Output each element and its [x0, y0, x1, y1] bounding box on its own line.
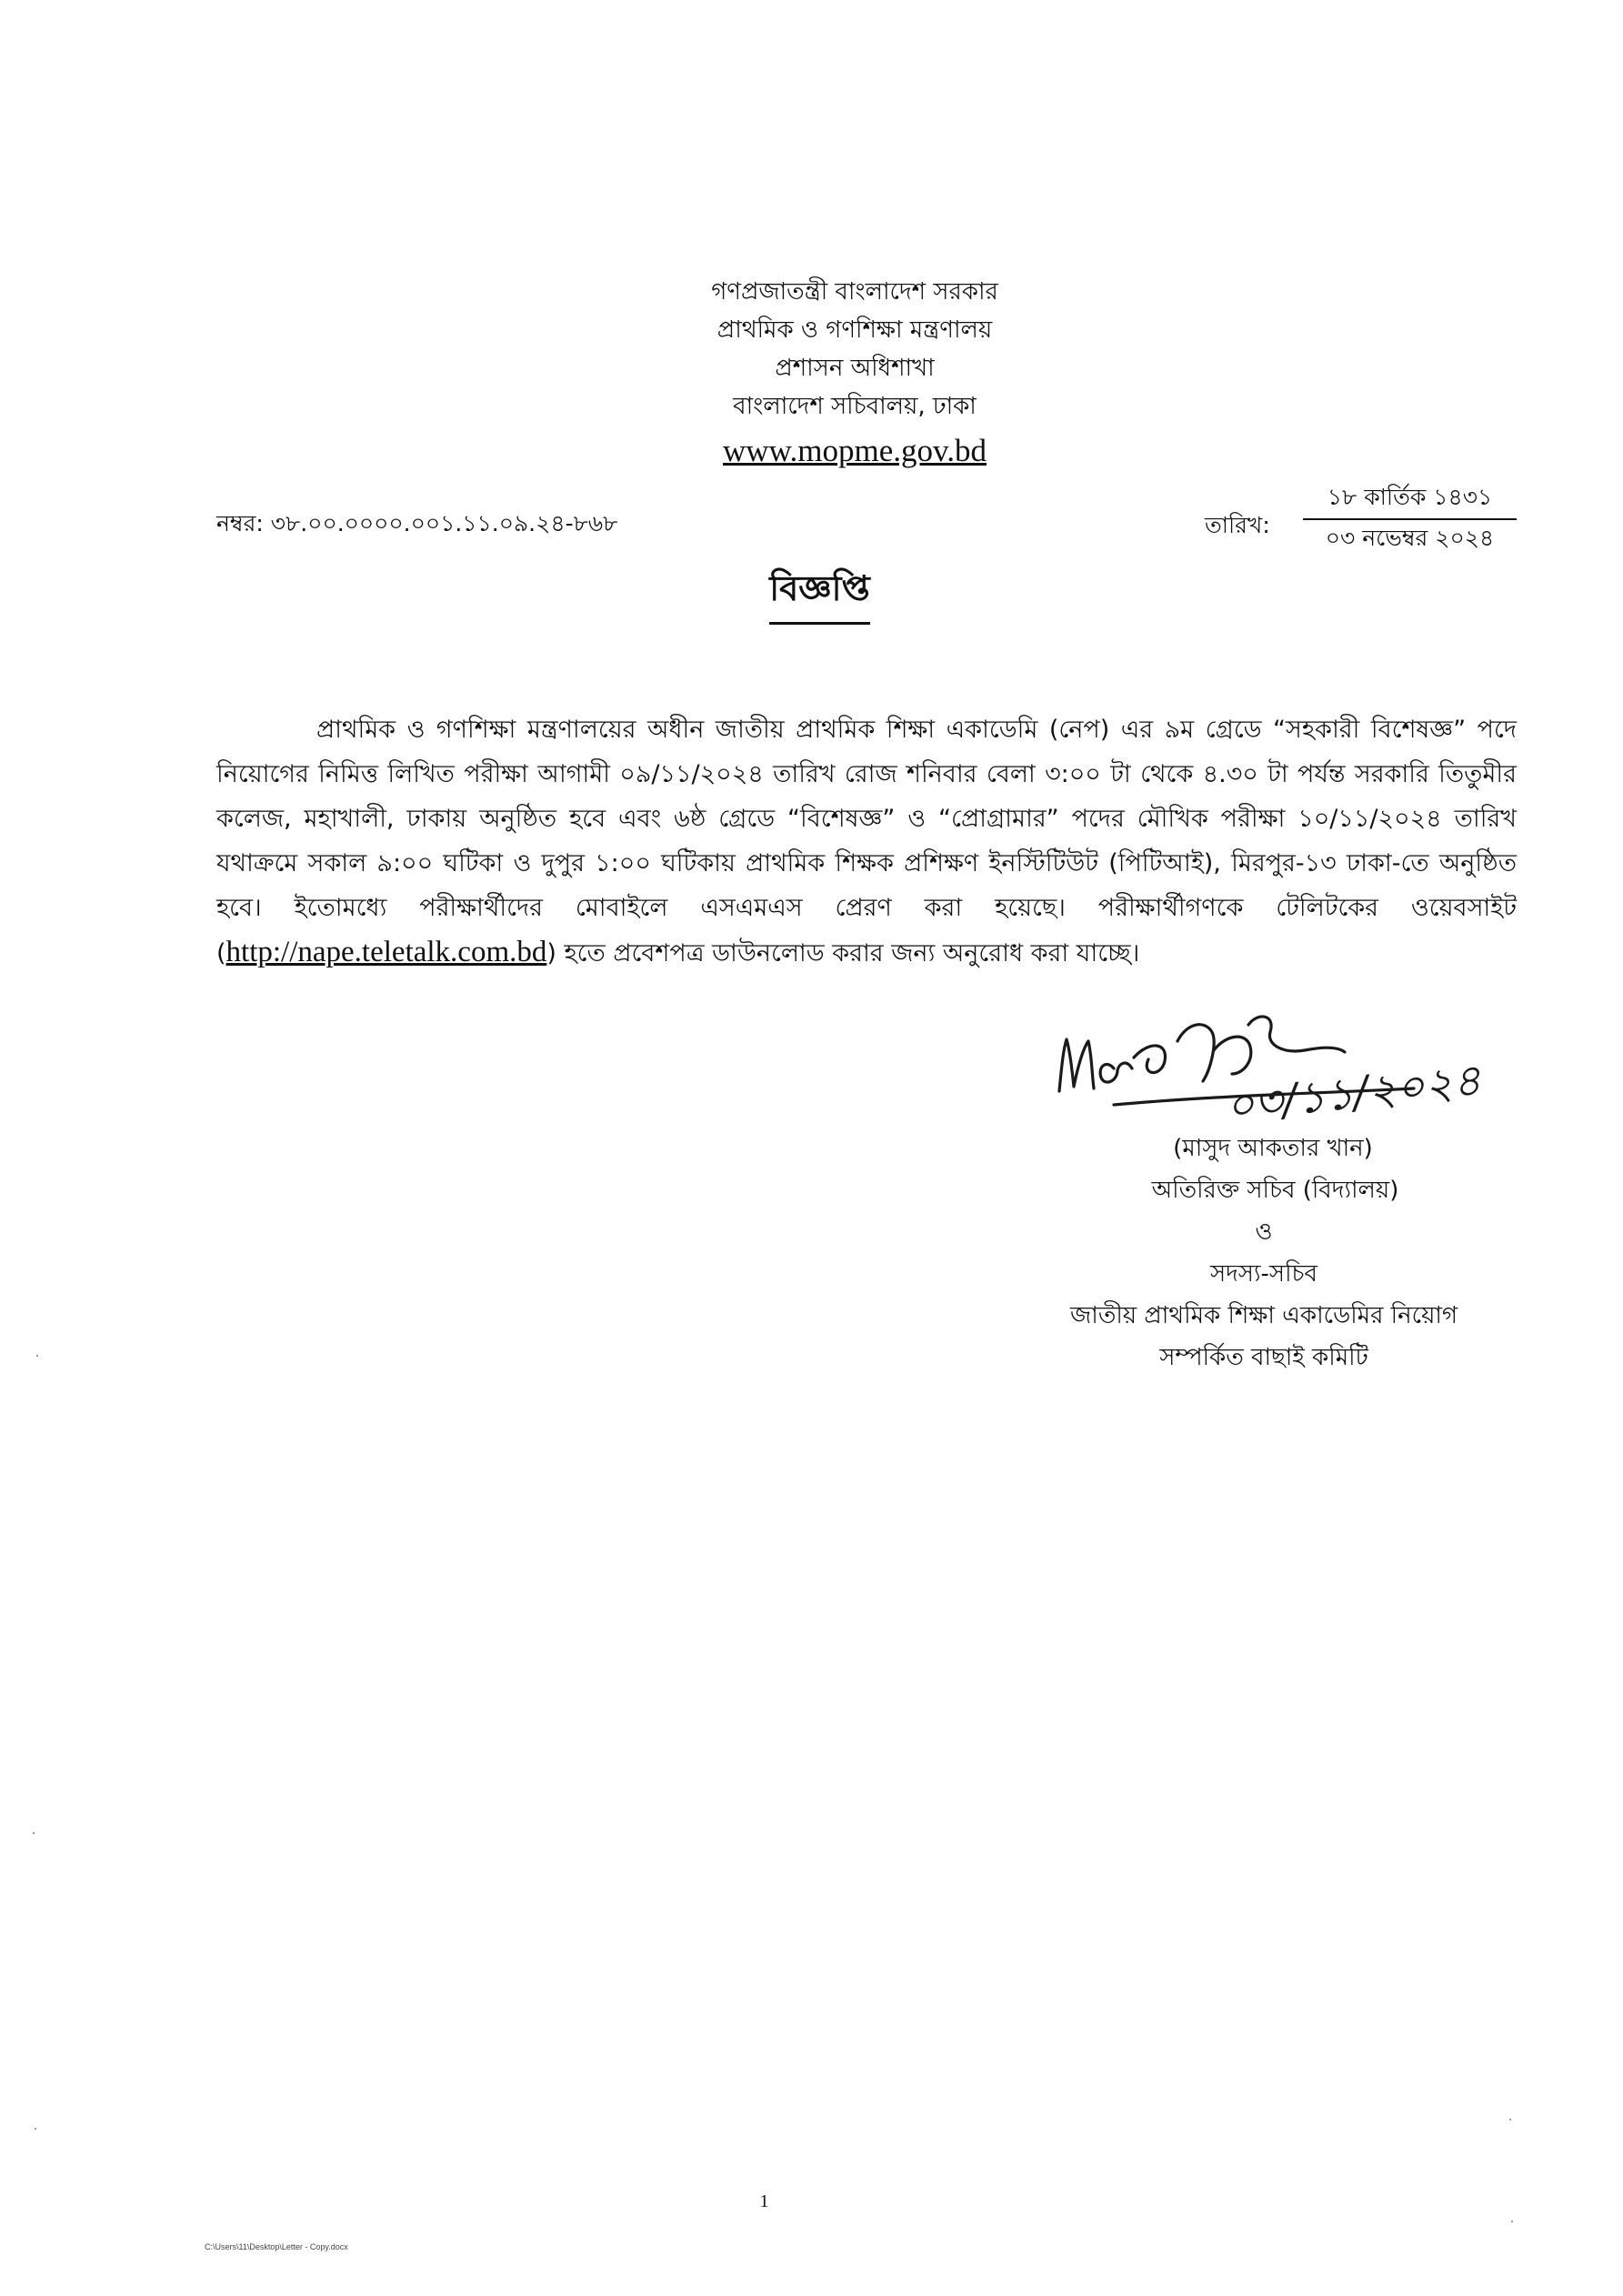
- date-block: [1205, 480, 1514, 562]
- scan-speck: [33, 1832, 35, 1834]
- scan-speck: [1511, 2221, 1513, 2222]
- date-gregorian: ০৩ নভেম্বর ২০২৪: [1325, 525, 1495, 551]
- office-address: বাংলাদেশ সচিবালয়, ঢাকা: [733, 393, 977, 420]
- committee-line-1: জাতীয় প্রাথমিক শিক্ষা একাডেমির নিয়োগ: [1070, 1302, 1458, 1329]
- signatory-role: সদস্য-সচিব: [1209, 1260, 1318, 1288]
- notice-title: বিজ্ঞপ্তি: [769, 562, 870, 625]
- scan-speck: [35, 2128, 36, 2130]
- signatory-designation: অতিরিক্ত সচিব (বিদ্যালয়): [1151, 1177, 1399, 1204]
- govt-name: গণপ্রজাতন্ত্রী বাংলাদেশ সরকার: [711, 278, 998, 306]
- signatory-block: [991, 1128, 1537, 1379]
- notice-body-text: প্রাথমিক ও গণশিক্ষা মন্ত্রণালয়ের অধীন জাতীয় প্রাথমিক শিক্ষা একাডেমি (নেপ) এর ৯ম গ্রেডে “সহকারী বিশেষজ্ঞ” পদে নিয়োগের নিমিত্ত লিখিত পরীক্ষা আগামী ০৯/১১/২০২৪ তারিখ রোজ শনিবার বেলা ৩:০০ টা থেকে ৪.৩০ টা পর্যন্ত সরকারি তিতুমীর কলেজ, মহাখালী, ঢাকায় অনুষ্ঠিত হবে এবং ৬ষ্ঠ গ্রেডে “বিশেষজ্ঞ” ও “প্রোগ্রামার” পদের মৌখিক পরীক্ষা ১০/১১/২০২৪ তারিখ যথাক্রমে সকাল ৯:০০ ঘটিকা ও দুপুর ১:০০ ঘটিকায় প্রাথমিক শিক্ষক প্রশিক্ষণ ইনস্টিটিউট (পিটিআই), মিরপুর-১৩ ঢাকা-তে অনুষ্ঠিত হবে। ইতোমধ্যে পরীক্ষার্থীদের মোবাইলে এসএমএস প্রেরণ করা হয়েছে। পরীক্ষার্থীগণকে টেলিটকের ওয়েবসাইট (: [216, 716, 1518, 968]
- branch-name: প্রশাসন অধিশাখা: [775, 355, 935, 382]
- notice-title-wrap: [0, 562, 1623, 625]
- date-bangla: ১৮ কার্তিক ১৪৩১: [1303, 480, 1517, 520]
- memo-number: নম্বর: ৩৮.০০.০০০০.০০১.১১.০৯.২৪-৮৬৮: [216, 510, 618, 536]
- teletalk-link[interactable]: http://nape.teletalk.com.bd: [225, 936, 547, 968]
- signature-date: ০৩/১১/২০২৪: [1223, 1054, 1484, 1132]
- date-fraction: [1303, 480, 1517, 556]
- notice-body: [216, 707, 1517, 976]
- committee-line-2: সম্পর্কিত বাছাই কমিটি: [1159, 1344, 1368, 1371]
- scan-speck: [1509, 2119, 1511, 2121]
- website-link[interactable]: www.mopme.gov.bd: [722, 433, 987, 468]
- letterhead: [0, 273, 1623, 475]
- signatory-name: (মাসুদ আকতার খান): [1173, 1135, 1373, 1162]
- signature-image: [1032, 987, 1541, 1141]
- notice-body-text-end: ) হতে প্রবেশপত্র ডাউনলোড করার জন্য অনুরোধ করা যাচ্ছে।: [546, 939, 1140, 968]
- ministry-name: প্রাথমিক ও গণশিক্ষা মন্ত্রণালয়: [716, 316, 993, 344]
- signatory-conjunction: ও: [1255, 1218, 1273, 1246]
- scan-speck: [36, 1355, 38, 1357]
- file-path: C:\Users\11\Desktop\Letter - Copy.docx: [205, 2242, 348, 2251]
- date-label: তারিখ:: [1205, 512, 1270, 538]
- signature: [1032, 987, 1541, 1141]
- page-number: 1: [759, 2191, 769, 2211]
